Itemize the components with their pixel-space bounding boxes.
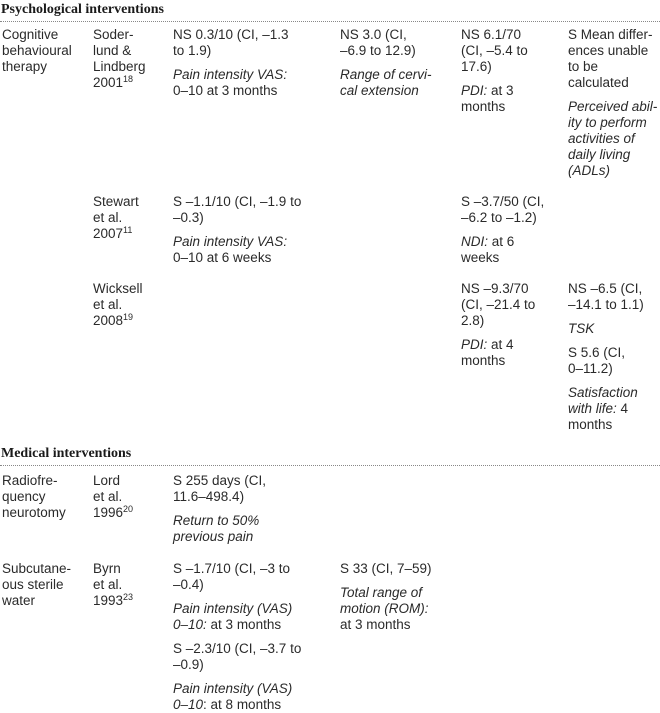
result-soderlund-pdi: NS 6.1/70 (CI, –5.4 to 17.6) PDI: at 3 months (461, 27, 528, 114)
intervention-cbt: Cognitive behavioural therapy (2, 27, 72, 74)
result-byrn-pain: S –1.7/10 (CI, –3 to –0.4) Pain intensity (VAS) 0–10: at 3 months S –2.3/10 (CI, –3.7 to –0.9) Pain intensity (VAS) 0–10: at 8 months (173, 561, 302, 712)
section-heading-medical: Medical interventions (1, 446, 132, 461)
reference-number: 23 (123, 592, 134, 602)
study-soderlund: Soder- lund & Lindberg 2001$^{18}$ (93, 27, 146, 90)
result-wicksell-tsk-life: NS –6.5 (CI, –14.1 to 1.1) TSK S 5.6 (CI, 0–11.2) Satisfaction with life: 4 months (568, 281, 644, 432)
study-stewart: Stewart et al. 2007$^{11}$ (93, 194, 139, 241)
result-byrn-rom: S 33 (CI, 7–59) Total range of motion (ROM): at 3 months (340, 561, 432, 632)
result-soderlund-cervical: NS 3.0 (CI, –6.9 to 12.9) Range of cervi- cal extension (340, 27, 432, 98)
result-wicksell-pdi: NS –9.3/70 (CI, –21.4 to 2.8) PDI: at 4 months (461, 281, 536, 368)
section-heading-psychological: Psychological interventions (1, 2, 164, 17)
intervention-radiofrequency: Radiofre- quency neurotomy (2, 473, 66, 520)
result-soderlund-pain: NS 0.3/10 (CI, –1.3 to 1.9) Pain intensity VAS: 0–10 at 3 months (173, 27, 289, 98)
section-rule (0, 465, 660, 466)
intervention-sterile-water: Subcutane- ous sterile water (2, 561, 72, 608)
study-lord: Lord et al. 1996$^{20}$ (93, 473, 134, 520)
study-byrn: Byrn et al. 1993$^{23}$ (93, 561, 134, 608)
reference-number: 11 (123, 225, 133, 235)
study-wicksell: Wicksell et al. 2008$^{19}$ (93, 281, 143, 328)
result-lord-pain-return: S 255 days (CI, 11.6–498.4) Return to 50% previous pain (173, 473, 267, 544)
result-stewart-pain: S –1.1/10 (CI, –1.9 to –0.3) Pain intensity VAS: 0–10 at 6 weeks (173, 194, 302, 265)
result-stewart-ndi: S –3.7/50 (CI, –6.2 to –1.2) NDI: at 6 weeks (461, 194, 545, 265)
result-soderlund-adl: S Mean differ- ences unable to be calculated Perceived abil- ity to perform activities of daily living (ADLs) (568, 27, 658, 178)
reference-number: 19 (123, 312, 134, 322)
reference-number: 20 (123, 504, 134, 514)
section-rule (0, 21, 660, 22)
reference-number: 18 (123, 74, 134, 84)
